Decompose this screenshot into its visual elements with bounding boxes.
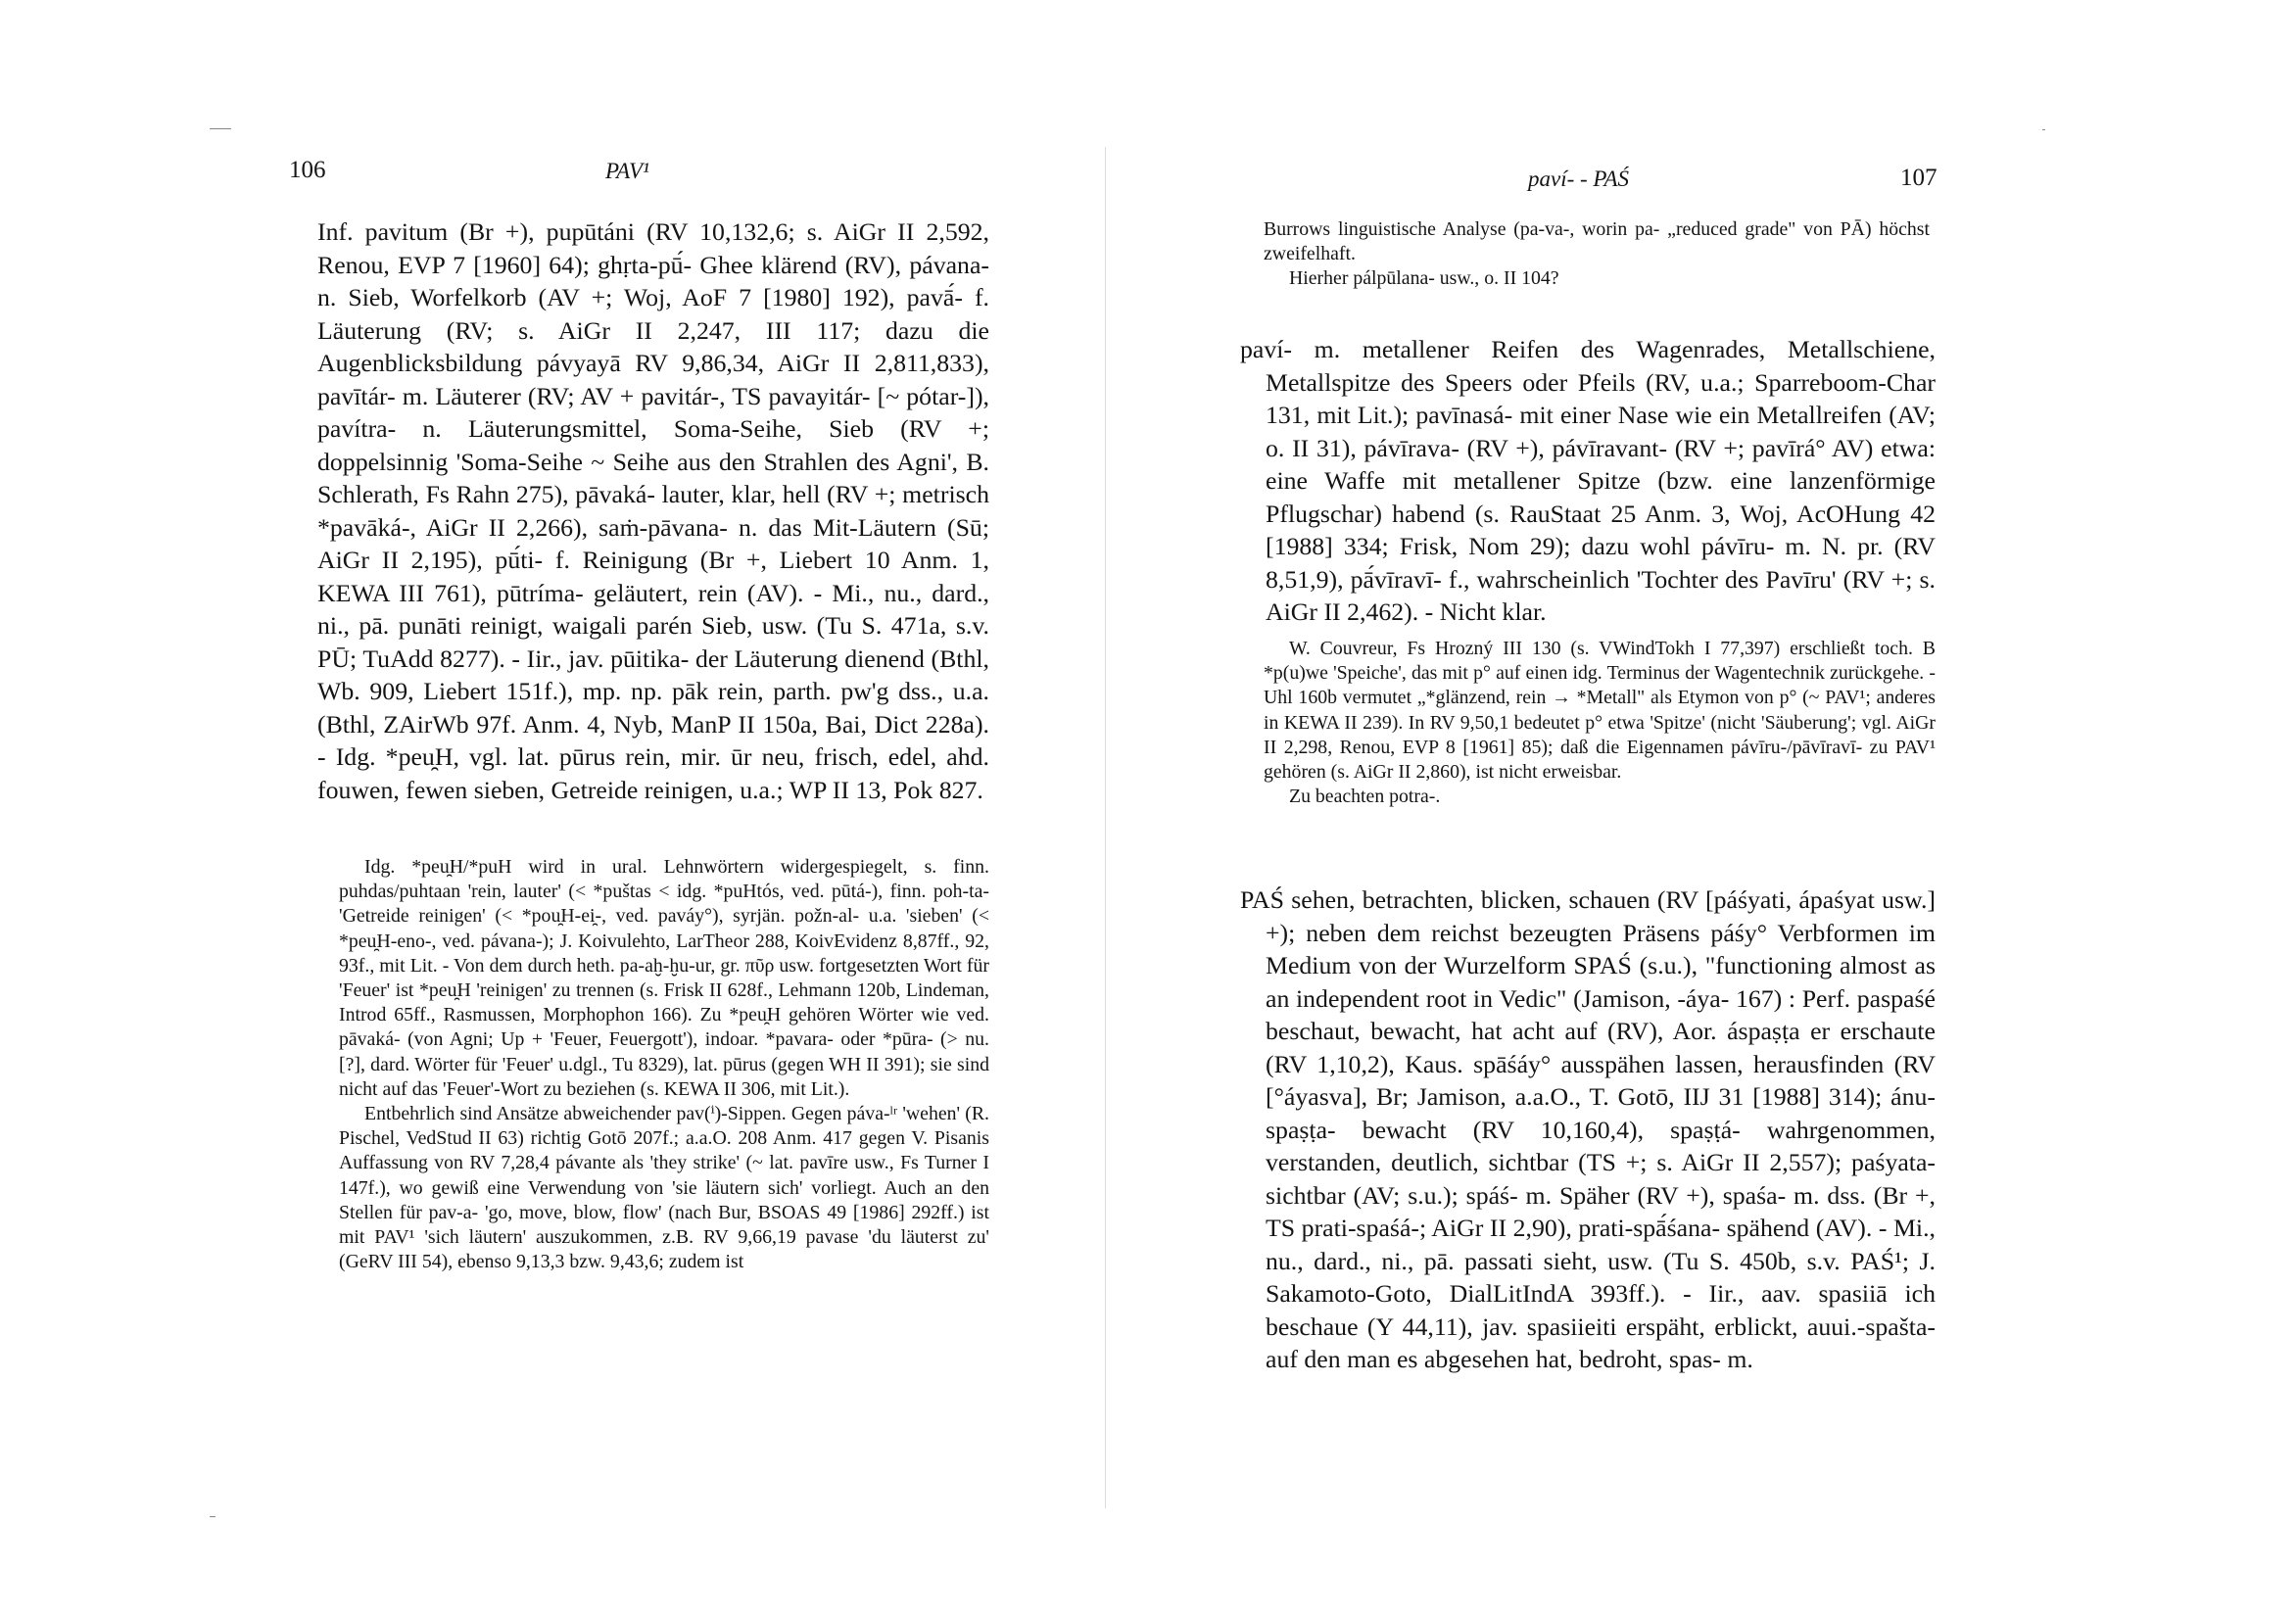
- note-block: [339, 855, 989, 1274]
- entry-pavi-note-end: Zu beachten potra-.: [1289, 786, 1441, 808]
- entry-pas-text: PAŚ sehen, betrachten, blicken, schauen (RV [páśyati, ápaśyat usw.] +); neben dem reichst bezeugten Präsens páśy° Verbformen im Medium von der Wurzelform SPAŚ (s.u.), "functioning almost as an independent root in Vedic" (Jamison, -áya- 167) : Perf. paspaśé beschaut, bewacht, hat acht auf (RV), Aor. áspaṣṭa er erschaute (RV 1,10,2), Kaus. spāśáy° ausspähen lassen, herausfinden (RV [°áyasva], Br; Jamison, a.a.O., T. Gotō, IIJ 31 [1988] 314); ánu-spaṣṭa- bewacht (RV 10,160,4), spaṣṭá- wahrgenommen, verstanden, deutlich, sichtbar (TS +; s. AiGr II 2,557); paśyata- sichtbar (AV; s.u.); spáś- m. Späher (RV +), spaśa- m. dss. (Br +, TS prati-spaśá-; AiGr II 2,90), prati-spā́śana- spähend (AV). - Mi., nu., dard., ni., pā. passati sieht, usw. (Tu S. 450b, s.v. PAŚ¹; J. Sakamoto-Goto, DialLitIndA 393ff.). - Iir., aav. spasiiā ich beschaue (Y 44,11), jav. spasiieiti erspäht, erblickt, auui.-spašta- auf den man es abgesehen hat, bedroht, spas- m.: [1240, 885, 1936, 1373]
- left-page: [0, 0, 1097, 1622]
- main-text-column: [317, 215, 989, 806]
- continued-note-reference: Hierher pálpūlana- usw., o. II 104?: [1289, 267, 1559, 290]
- gutter-shadow: [1105, 147, 1106, 1508]
- running-head: paví- - PAŚ: [1528, 167, 1630, 191]
- note-paragraph-1: Idg. *peu̯H/*puH wird in ural. Lehnwörtern widergespiegelt, s. finn. puhdas/puhtaan 'rein, lauter' (< *puštas < idg. *puHtós, ved. pūtá-), finn. poh-ta- 'Getreide reinigen' (< *pou̯H-ei̯-, ved. paváy°), syrjän. požn-al- u.a. 'sieben' (< *peu̯H-eno-, ved. pávana-); J. Koivulehto, LarTheor 288, KoivEvidenz 8,87ff., 92, 93f., mit Lit. - Von dem durch heth. pa-aḫ-ḫu-ur, gr. πῦρ usw. fortgesetzten Wort für 'Feuer' ist *peu̯H 'reinigen' zu trennen (s. Frisk II 628f., Lehmann 120b, Lindeman, Introd 65ff., Rasmussen, Morphophon 166). Zu *peu̯H gehören Wörter wie ved. pāvaká- (von Agni; Up + 'Feuer, Feuergott'), indoar. *pavara- oder *pūra- (> nu. [?], dard. Wörter für 'Feuer' u.dgl., Tu 8329), lat. pūrus (gegen WH II 391); sie sind nicht auf das 'Feuer'-Wort zu beziehen (s. KEWA II 306, mit Lit.).: [339, 856, 989, 1100]
- entry-pavi-note: [1264, 637, 1936, 809]
- entry-pavi-note-text: W. Couvreur, Fs Hrozný III 130 (s. VWindTokh I 77,397) erschließt toch. B *p(u)we 'Speiche', das mit p° auf einen idg. Terminus der Wagentechnik zurückgehe. - Uhl 160b vermutet „*glänzend, rein → *Metall" als Etymon von p° (~ PAV¹; anderes in KEWA II 239). In RV 9,50,1 bedeutet p° etwa 'Spitze' (nicht 'Säuberung'; vgl. AiGr II 2,298, Renou, EVP 8 [1961] 85); daß die Eigennamen pávīru-/pāvīravī- zu PAV¹ gehören (s. AiGr II 2,860), ist nicht erweisbar.: [1264, 638, 1936, 784]
- entry-pavi-text: paví- m. metallener Reifen des Wagenrades, Metallschiene, Metallspitze des Speers oder Pfeils (RV, u.a.; Sparreboom-Char 131, mit Lit.); pavīnasá- mit einer Nase wie ein Metallreifen (AV; o. II 31), pávīrava- (RV +), pávīravant- (RV +; pavīrá° AV) etwa: eine Waffe mit metallener Spitze (bzw. eine lanzenförmige Pflugschar) habend (s. RauStaat 25 Anm. 3, Woj, AcOHung 42 [1988] 334; Frisk, Nom 29); dazu wohl pávīru- m. N. pr. (RV 8,51,9), pā́vīravī- f., wahrscheinlich 'Tochter des Pavīru' (RV +; s. AiGr II 2,462). - Nicht klar.: [1240, 335, 1936, 626]
- entry-pavi: [1240, 333, 1936, 629]
- main-text-block: Inf. pavitum (Br +), pupūtáni (RV 10,132,6; s. AiGr II 2,592, Renou, EVP 7 [1960] 64); ghṛta-pū́- Ghee klärend (RV), pávana- n. Sieb, Worfelkorb (AV +; Woj, AoF 7 [1980] 192), pavā́- f. Läuterung (RV; s. AiGr II 2,247, III 117; dazu die Augenblicksbildung pávyayā RV 9,86,34, AiGr II 2,811,833), pavītár- m. Läuterer (RV; AV + pavitár-, TS pavayitár- [~ pótar-]), pavítra- n. Läuterungsmittel, Soma-Seihe, Sieb (RV +; doppelsinnig 'Soma-Seihe ~ Seihe aus den Strahlen des Agni', B. Schlerath, Fs Rahn 275), pāvaká- lauter, klar, hell (RV +; metrisch *pavāká-, AiGr II 2,266), saṁ-pāvana- n. das Mit-Läutern (Sū; AiGr II 2,195), pū́ti- f. Reinigung (Br +, Liebert 10 Anm. 1, KEWA III 761), pūtríma- geläutert, rein (AV). - Mi., nu., dard., ni., pā. punāti reinigt, waigali parén Sieb, usw. (Tu S. 471a, s.v. PŪ; TuAdd 8277). - Iir., jav. pūitika- der Läuterung dienend (Bthl, Wb. 909, Liebert 151f.), mp. np. pāk rein, parth. pw'g dss., u.a. (Bthl, ZAirWb 97f. Anm. 4, Nyb, ManP II 150a, Bai, Dict 228a). - Idg. *peu̯H, vgl. lat. pūrus rein, mir. ūr neu, frisch, edel, ahd. fouwen, fewen sieben, Getreide reinigen, u.a.; WP II 13, Pok 827.: [317, 217, 989, 804]
- running-head: PAV¹: [605, 159, 649, 183]
- page-number: 107: [1900, 165, 1937, 191]
- note-paragraph-2: Entbehrlich sind Ansätze abweichender pav(ⁱ)-Sippen. Gegen páva-ˡʳ 'wehen' (R. Pischel, VedStud II 63) richtig Gotō 207f.; a.a.O. 208 Anm. 417 gegen V. Pisanis Auffassung von RV 7,28,4 pávante als 'they strike' (~ lat. pavīre usw., Fs Turner I 147f.), wo gewiß eine Verwendung von 'sie läutern sich' vorliegt. Auch an den Stellen für pav-a- 'go, move, blow, flow' (nach Bur, BSOAS 49 [1986] 292ff.) ist mit PAV¹ 'sich läutern' auszukommen, z.B. RV 9,66,19 pavase 'du läuterst zu' (GeRV III 54), ebenso 9,13,3 bzw. 9,43,6; zudem ist: [339, 1103, 989, 1273]
- continued-note-block: [1264, 217, 1930, 292]
- right-page: [1156, 0, 2296, 1622]
- page-number: 106: [289, 157, 326, 183]
- continued-note-paragraph: Burrows linguistische Analyse (pa-va-, worin pa- „reduced grade" von PĀ) höchst zweifelhaft.: [1264, 218, 1930, 265]
- entry-pas: [1240, 883, 1936, 1376]
